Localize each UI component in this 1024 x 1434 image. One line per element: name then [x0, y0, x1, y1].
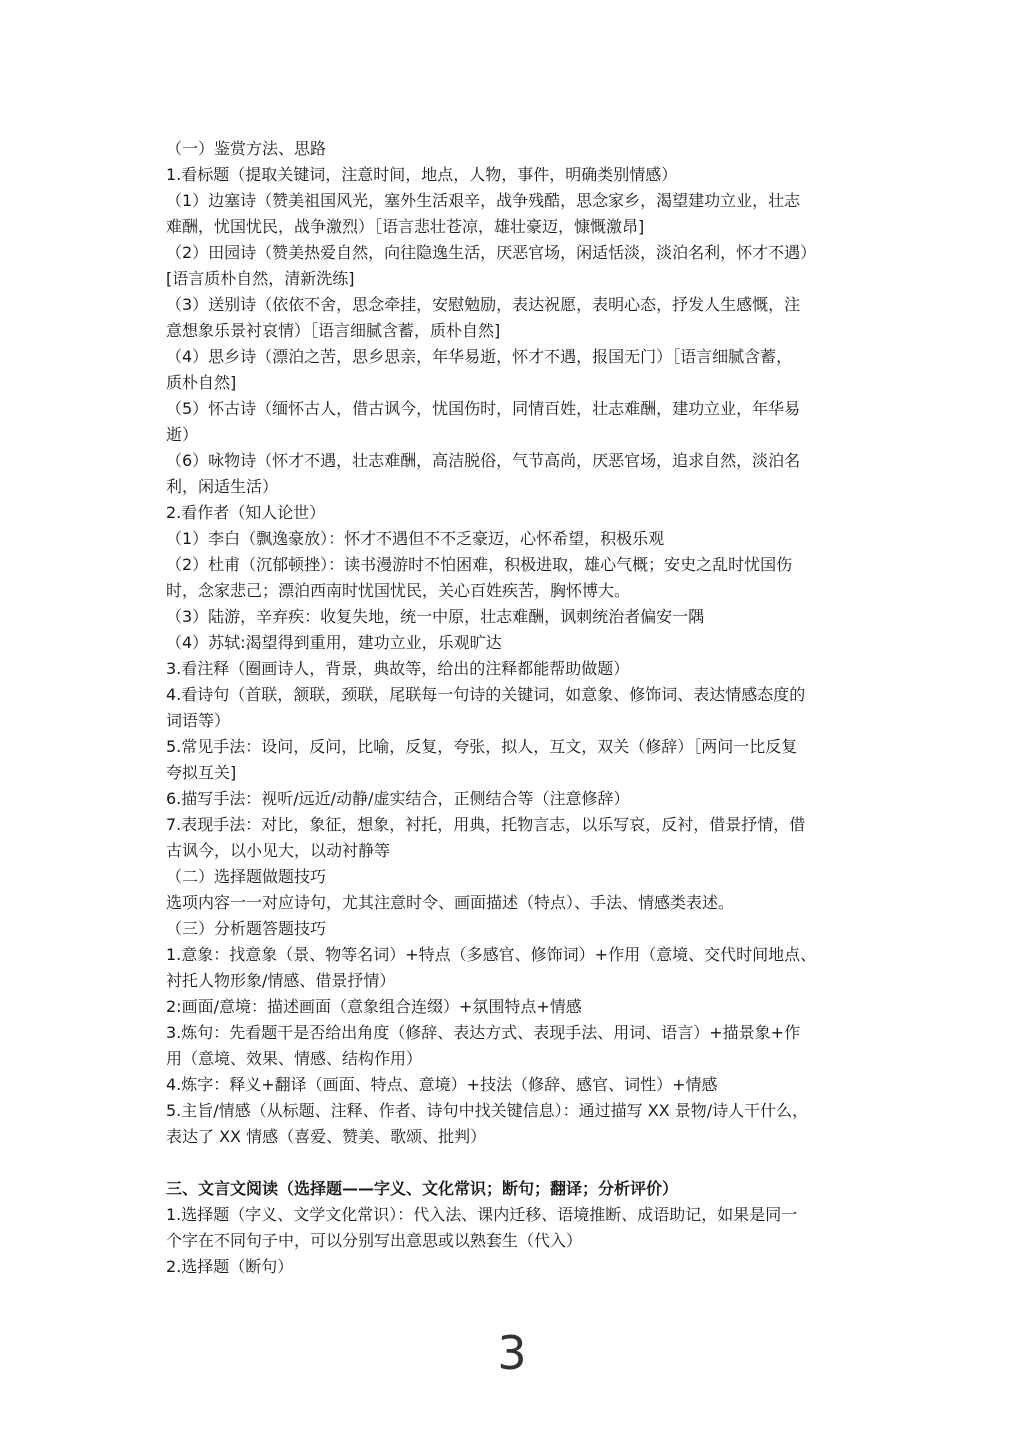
document-body [166, 136, 860, 1280]
text-line: 2.选择题（断句） [166, 1257, 294, 1276]
text-line [166, 1150, 860, 1176]
text-line: 古讽今，以小见大，以动衬静等 [166, 841, 391, 860]
text-line: （1）李白（飘逸豪放）：怀才不遇但不不乏豪迈，心怀希望，积极乐观 [166, 529, 665, 548]
text-line: 夸拟互关] [166, 763, 237, 782]
text-line: （2）杜甫（沉郁顿挫）：读书漫游时不怕困难，积极进取，雄心气概；安史之乱时忧国伤 [166, 555, 793, 574]
text-line: （1）边塞诗（赞美祖国风光，塞外生活艰辛，战争残酷，思念家乡，渴望建功立业，壮志 [166, 191, 801, 210]
text-line: 用（意境、效果、情感、结构作用） [166, 1049, 423, 1068]
text-line: （6）咏物诗（怀才不遇，壮志难酬，高洁脱俗，气节高尚，厌恶官场，追求自然，淡泊名 [166, 451, 801, 470]
text-line: 4.炼字：释义+翻译（画面、特点、意境）+技法（修辞、感官、词性）+情感 [166, 1075, 718, 1094]
text-line: 时，念家悲己；漂泊西南时忧国忧民，关心百姓疾苦，胸怀博大。 [166, 581, 631, 600]
text-line: 7.表现手法：对比，象征，想象，衬托，用典，托物言志，以乐写哀，反衬，借景抒情，借 [166, 815, 806, 834]
text-line: 难酬，忧国忧民，战争激烈）［语言悲壮苍凉，雄壮豪迈，慷慨激昂] [166, 217, 645, 236]
text-line: 衬托人物形象/情感、借景抒情） [166, 971, 396, 990]
section-heading: 三、文言文阅读（选择题——字义、文化常识；断句；翻译；分析评价） [166, 1179, 679, 1198]
text-line: 5.常见手法：设问，反问，比喻，反复，夸张，拟人，互文，双关（修辞）［两问一比反复 [166, 737, 798, 756]
text-line: 6.描写手法：视听/远近/动静/虚实结合，正侧结合等（注意修辞） [166, 789, 630, 808]
text-line: 2:画面/意境：描述画面（意象组合连缀）+氛围特点+情感 [166, 997, 582, 1016]
text-line: （三）分析题答题技巧 [166, 919, 327, 938]
text-line: 1.看标题（提取关键词，注意时间，地点，人物，事件，明确类别情感） [166, 165, 678, 184]
text-line: 3.炼句：先看题干是否给出角度（修辞、表达方式、表现手法、用词、语言）+描景象+作 [166, 1023, 801, 1042]
text-line: （4）思乡诗（漂泊之苦，思乡思亲，年华易逝，怀才不遇，报国无门）［语言细腻含蓄， [166, 347, 793, 366]
text-line: （3）陆游，辛弃疾：收复失地，统一中原，壮志难酬，讽刺统治者偏安一隅 [166, 607, 705, 626]
page-number: 3 [497, 1326, 527, 1380]
text-line: 逝） [166, 425, 199, 444]
text-line: 意想象乐景衬哀情）［语言细腻含蓄，质朴自然] [166, 321, 501, 340]
text-line: 5.主旨/情感（从标题、注释、作者、诗句中找关键信息）：通过描写 XX 景物/诗人干什么， [166, 1101, 809, 1120]
text-line: 个字在不同句子中，可以分别写出意思或以熟套生（代入） [166, 1231, 583, 1250]
text-line: 1.选择题（字义、文学文化常识）：代入法、课内迁移、语境推断、成语助记，如果是同一 [166, 1205, 798, 1224]
text-line: [语言质朴自然，清新洗练] [166, 269, 355, 288]
text-line: 利，闲适生活） [166, 477, 279, 496]
text-line: （4）苏轼:渴望得到重用，建功立业，乐观旷达 [166, 633, 502, 652]
text-line: 质朴自然] [166, 373, 237, 392]
text-line: 1.意象：找意象（景、物等名词）+特点（多感官、修饰词）+作用（意境、交代时间地点、 [166, 945, 817, 964]
text-line: 2.看作者（知人论世） [166, 503, 326, 522]
text-line: 表达了 XX 情感（喜爱、赞美、歌颂、批判） [166, 1127, 487, 1146]
text-line: 词语等） [166, 711, 231, 730]
text-line: 3.看注释（圈画诗人，背景，典故等，给出的注释都能帮助做题） [166, 659, 630, 678]
text-line: （5）怀古诗（缅怀古人，借古讽今，忧国伤时，同情百姓，壮志难酬，建功立业，年华易 [166, 399, 801, 418]
text-line: （2）田园诗（赞美热爱自然，向往隐逸生活，厌恶官场，闲适恬淡，淡泊名利，怀才不遇） [166, 243, 817, 262]
text-line: （3）送别诗（依依不舍，思念牵挂，安慰勉励，表达祝愿，表明心态，抒发人生感慨，注 [166, 295, 801, 314]
text-line: （二）选择题做题技巧 [166, 867, 327, 886]
text-line: 4.看诗句（首联，颔联，颈联，尾联每一句诗的关键词，如意象、修饰词、表达情感态度的 [166, 685, 806, 704]
text-line: 选项内容一一对应诗句，尤其注意时令、画面描述（特点）、手法、情感类表述。 [166, 893, 735, 912]
text-line: （一）鉴赏方法、思路 [166, 139, 327, 158]
